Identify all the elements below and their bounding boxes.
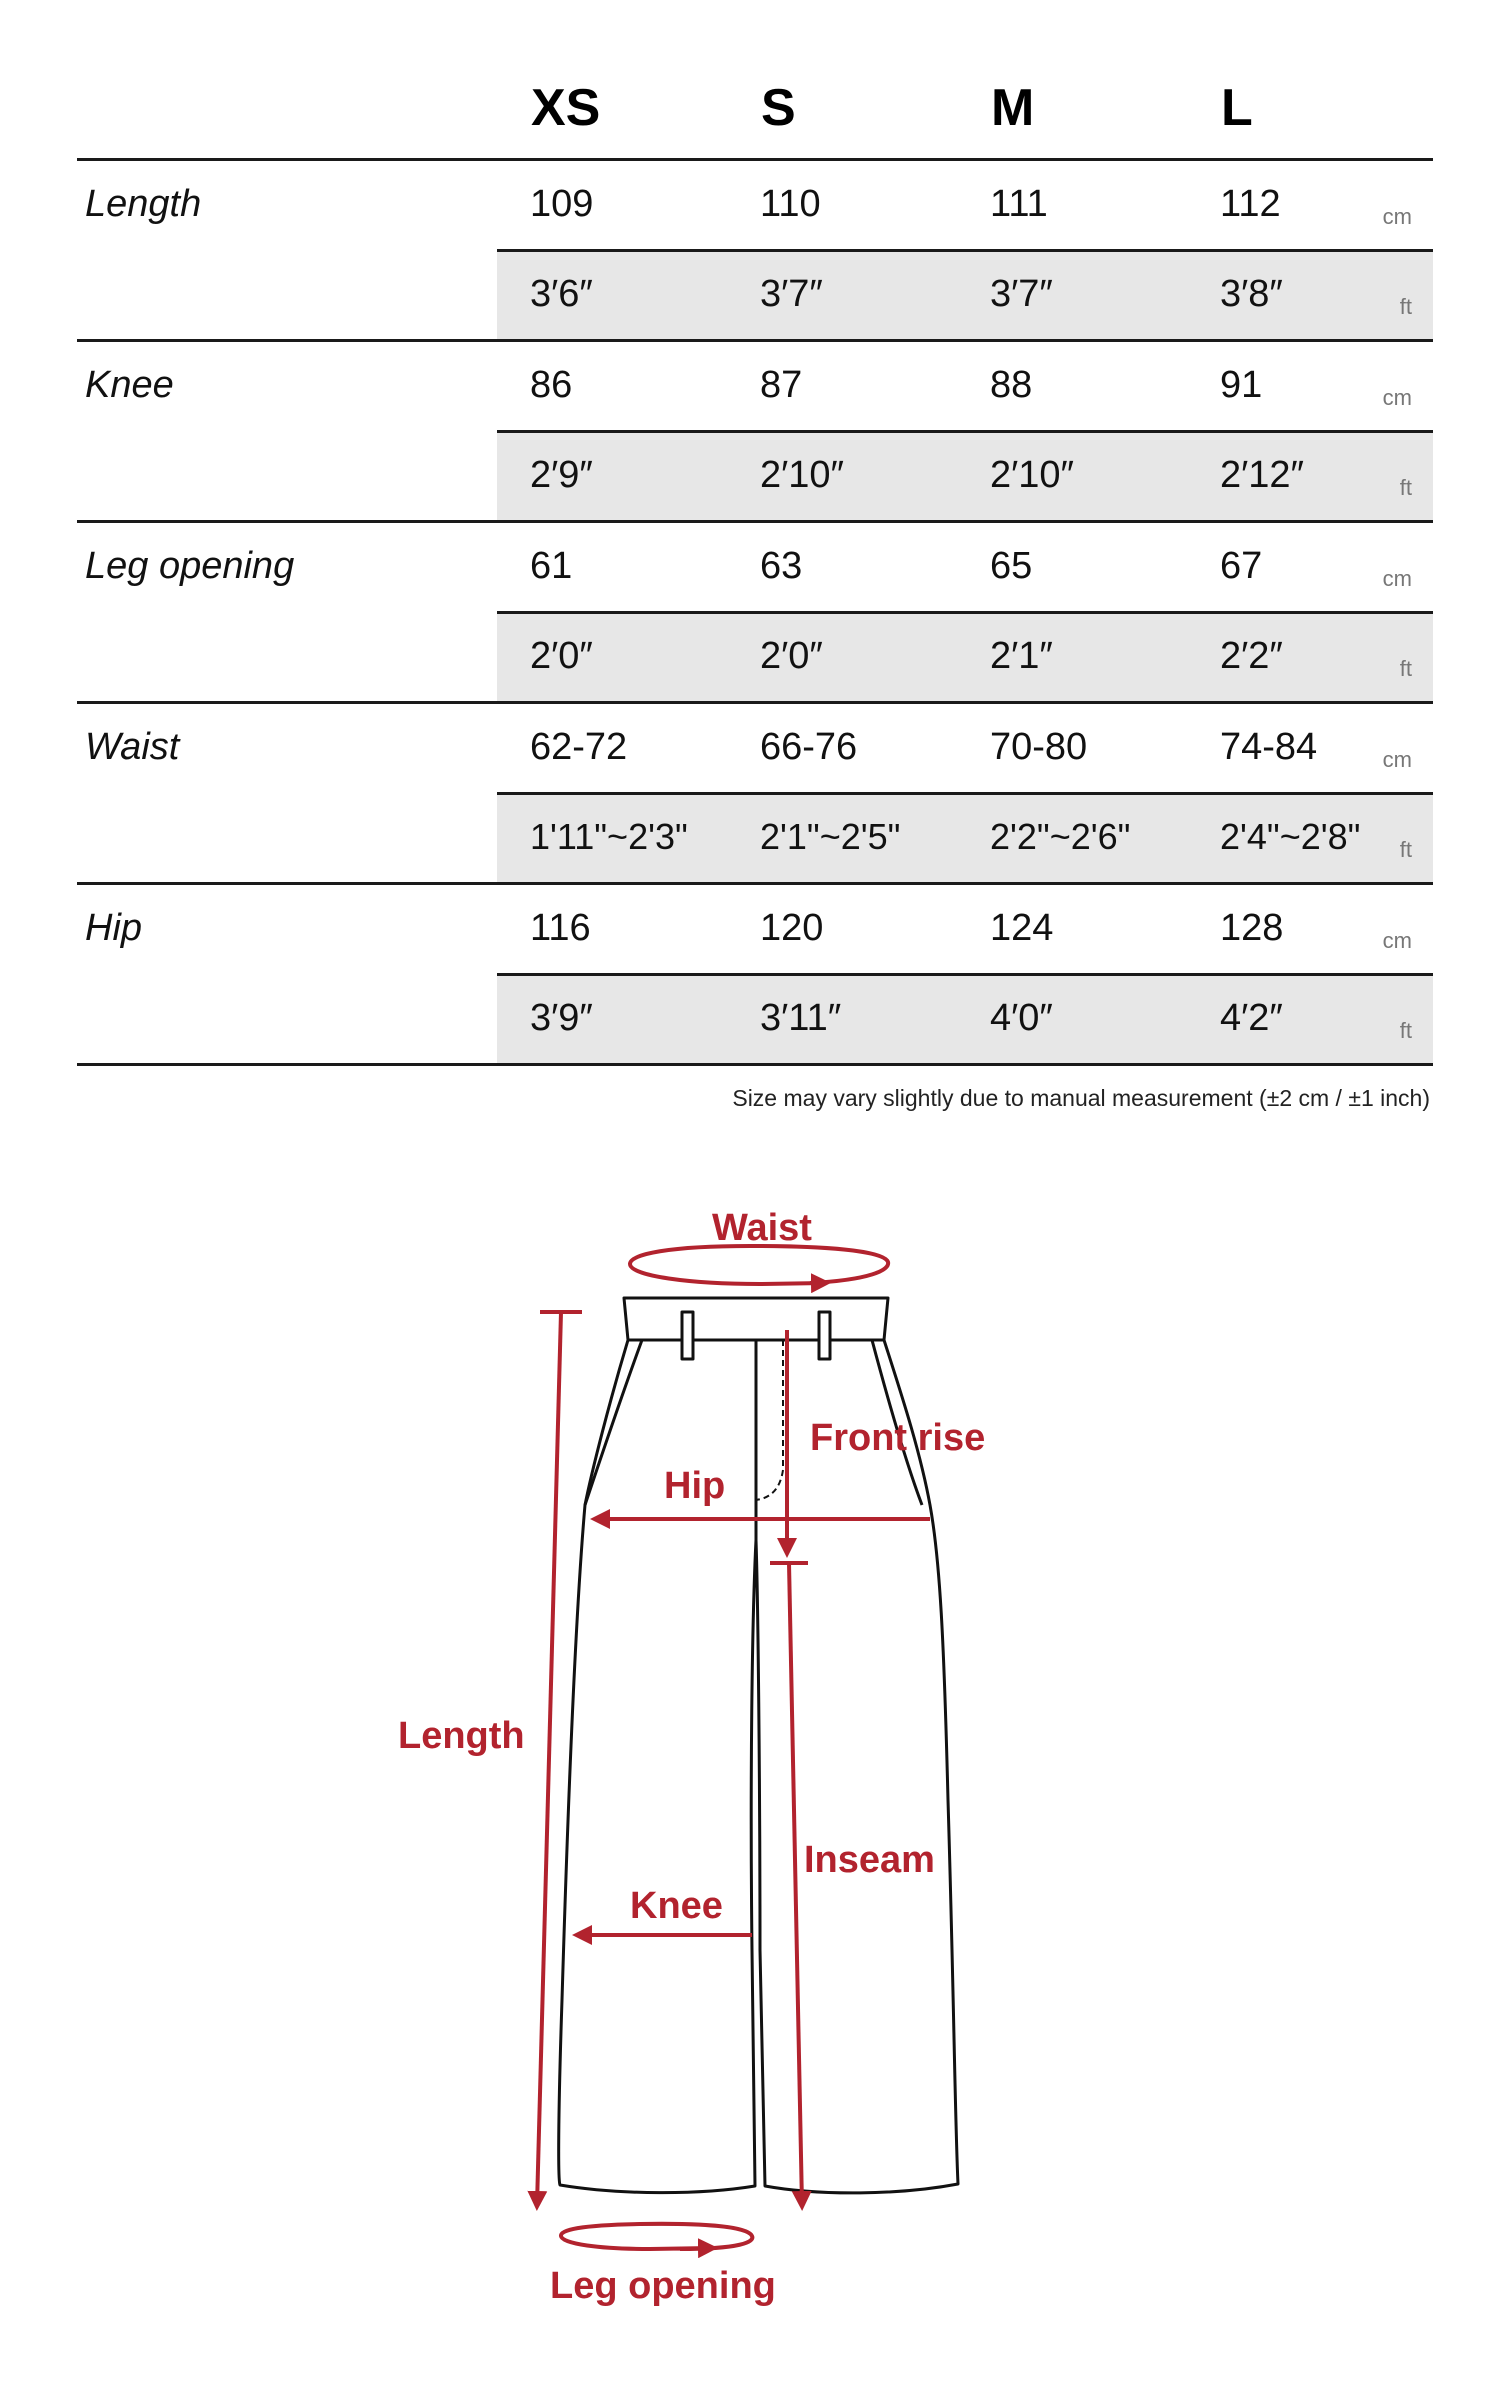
cell-length-l-cm: 112 bbox=[1220, 183, 1281, 225]
cell-hip-xs-cm: 116 bbox=[530, 907, 591, 949]
unit-cm: cm bbox=[1382, 747, 1412, 772]
row-label-length: Length bbox=[85, 183, 202, 225]
cell-leg-opening-xs-ft: 2′0″ bbox=[530, 635, 593, 677]
unit-cm: cm bbox=[1382, 204, 1412, 229]
unit-ft: ft bbox=[1399, 294, 1412, 319]
cell-waist-s-ft: 2'1"~2'5" bbox=[760, 816, 901, 857]
row-label-hip: Hip bbox=[85, 907, 143, 949]
cell-knee-l-cm: 91 bbox=[1220, 364, 1263, 406]
cell-leg-opening-l-cm: 67 bbox=[1220, 545, 1263, 587]
length-arrow bbox=[537, 1312, 561, 2205]
pants-silhouette bbox=[559, 1340, 958, 2193]
cell-waist-m-cm: 70-80 bbox=[990, 726, 1088, 768]
unit-cm: cm bbox=[1382, 385, 1412, 410]
cell-waist-l-ft: 2'4"~2'8" bbox=[1220, 816, 1361, 857]
cell-hip-l-cm: 128 bbox=[1220, 907, 1284, 949]
cell-knee-s-ft: 2′10″ bbox=[760, 454, 844, 496]
size-header-l: L bbox=[1221, 79, 1253, 137]
cell-leg-opening-s-cm: 63 bbox=[760, 545, 803, 587]
size-header-xs: XS bbox=[531, 79, 601, 137]
cell-leg-opening-m-ft: 2′1″ bbox=[990, 635, 1053, 677]
unit-cm: cm bbox=[1382, 928, 1412, 953]
fly-stitch bbox=[756, 1340, 783, 1500]
unit-ft: ft bbox=[1399, 475, 1412, 500]
cell-length-s-cm: 110 bbox=[760, 183, 821, 225]
cell-knee-xs-ft: 2′9″ bbox=[530, 454, 593, 496]
cell-leg-opening-xs-cm: 61 bbox=[530, 545, 573, 587]
unit-ft: ft bbox=[1399, 1018, 1412, 1043]
cell-hip-s-cm: 120 bbox=[760, 907, 824, 949]
label-hip: Hip bbox=[664, 1465, 726, 1507]
cell-knee-l-ft: 2′12″ bbox=[1220, 454, 1304, 496]
cell-leg-opening-m-cm: 65 bbox=[990, 545, 1033, 587]
cell-hip-m-ft: 4′0″ bbox=[990, 997, 1053, 1039]
leg-opening-arrow bbox=[561, 2224, 752, 2249]
cell-length-s-ft: 3′7″ bbox=[760, 273, 823, 315]
cell-hip-m-cm: 124 bbox=[990, 907, 1054, 949]
size-header-m: M bbox=[991, 79, 1035, 137]
cell-waist-l-cm: 74-84 bbox=[1220, 726, 1318, 768]
label-leg-opening: Leg opening bbox=[550, 2265, 776, 2307]
cell-length-xs-ft: 3′6″ bbox=[530, 273, 593, 315]
size-header-s: S bbox=[761, 79, 796, 137]
label-front-rise: Front rise bbox=[810, 1417, 986, 1459]
unit-cm: cm bbox=[1382, 566, 1412, 591]
cell-length-xs-cm: 109 bbox=[530, 183, 594, 225]
cell-waist-xs-ft: 1'11"~2'3" bbox=[530, 816, 688, 857]
cell-hip-xs-ft: 3′9″ bbox=[530, 997, 593, 1039]
cell-waist-s-cm: 66-76 bbox=[760, 726, 858, 768]
cell-knee-m-cm: 88 bbox=[990, 364, 1033, 406]
pocket-left bbox=[585, 1340, 642, 1505]
cell-waist-m-ft: 2'2"~2'6" bbox=[990, 816, 1131, 857]
unit-ft: ft bbox=[1399, 837, 1412, 862]
label-inseam: Inseam bbox=[804, 1839, 935, 1881]
cell-knee-xs-cm: 86 bbox=[530, 364, 573, 406]
measurement-note: Size may vary slightly due to manual measurement (±2 cm / ±1 inch) bbox=[732, 1085, 1430, 1111]
waistband bbox=[624, 1298, 888, 1340]
cell-leg-opening-s-ft: 2′0″ bbox=[760, 635, 823, 677]
cell-waist-xs-cm: 62-72 bbox=[530, 726, 628, 768]
unit-ft: ft bbox=[1399, 656, 1412, 681]
cell-leg-opening-l-ft: 2′2″ bbox=[1220, 635, 1283, 677]
cell-length-m-ft: 3′7″ bbox=[990, 273, 1053, 315]
label-length: Length bbox=[398, 1715, 525, 1757]
inseam-arrow bbox=[789, 1563, 802, 2205]
row-label-leg-opening: Leg opening bbox=[85, 545, 295, 587]
belt-loop-left bbox=[682, 1312, 693, 1359]
cell-hip-l-ft: 4′2″ bbox=[1220, 997, 1283, 1039]
cell-length-l-ft: 3′8″ bbox=[1220, 273, 1283, 315]
cell-hip-s-ft: 3′11″ bbox=[760, 997, 842, 1039]
label-waist: Waist bbox=[712, 1207, 812, 1249]
row-label-waist: Waist bbox=[85, 726, 180, 768]
label-knee: Knee bbox=[630, 1885, 723, 1927]
waist-arrow bbox=[630, 1246, 888, 1284]
measurement-marks bbox=[537, 1246, 930, 2249]
belt-loop-right bbox=[819, 1312, 830, 1359]
cell-length-m-cm: 111 bbox=[990, 183, 1048, 225]
cell-knee-s-cm: 87 bbox=[760, 364, 803, 406]
row-label-knee: Knee bbox=[85, 364, 174, 406]
cell-knee-m-ft: 2′10″ bbox=[990, 454, 1074, 496]
